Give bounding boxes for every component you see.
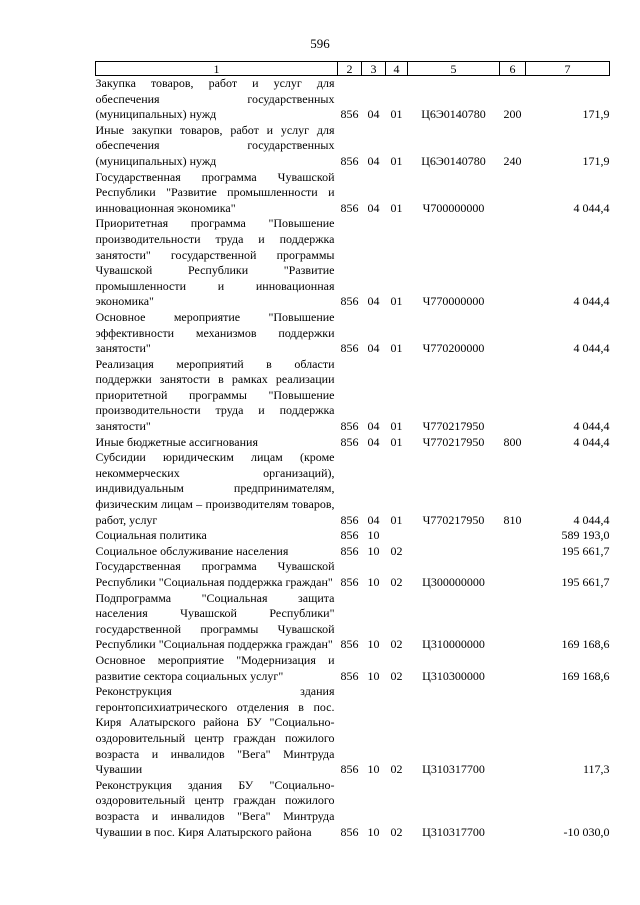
table-row (96, 310, 610, 357)
row-amount: 169 168,6 (561, 637, 610, 652)
row-section-code: 04 (367, 153, 380, 168)
col-header-target: 5 (408, 62, 500, 76)
table-row (96, 216, 610, 310)
row-name: Основное мероприятие "Повышение эффективности механизмов поддержки занятости" (95, 309, 335, 356)
row-subsection-code: 01 (390, 294, 403, 309)
row-amount: 4 044,4 (573, 434, 610, 449)
row-expense-type-code (500, 528, 526, 544)
row-ministry-code: 856 (340, 528, 359, 543)
row-ministry-code: 856 (340, 762, 359, 777)
row-target-code: Ц310000000 (422, 637, 485, 652)
col-header-amount: 7 (526, 62, 610, 76)
table-row (96, 778, 610, 840)
row-target-code: Ц300000000 (422, 575, 485, 589)
row-ministry-code: 856 (340, 824, 359, 839)
row-expense-type-code: 810 (503, 512, 522, 527)
row-section-code: 04 (367, 107, 380, 122)
table-row (96, 684, 610, 778)
row-ministry-code: 856 (340, 543, 359, 558)
row-name: Социальное обслуживание населения (95, 543, 289, 558)
row-name: Социальная политика (95, 528, 207, 543)
row-section-code: 04 (367, 419, 380, 434)
row-amount: 4 044,4 (573, 200, 610, 215)
row-name: Реализация мероприятий в области поддержки занятости в рамках реализации приоритетной программы "Повышение производительности труда и поддержка занятости" (95, 356, 335, 434)
row-target-code: Ц310317700 (422, 824, 485, 839)
table-row (96, 357, 610, 435)
row-expense-type-code (500, 684, 526, 778)
header-row (96, 62, 610, 76)
row-subsection-code: 02 (390, 543, 403, 558)
table-row (96, 170, 610, 217)
row-amount: 195 661,7 (561, 575, 610, 589)
row-amount: 195 661,7 (561, 543, 610, 558)
row-ministry-code: 856 (340, 294, 359, 309)
row-subsection-code: 01 (390, 153, 403, 168)
row-ministry-code: 856 (340, 107, 359, 122)
row-section-code: 04 (367, 512, 380, 527)
row-expense-type-code (500, 357, 526, 435)
row-amount: 171,9 (582, 107, 610, 122)
row-section-code: 04 (367, 434, 380, 449)
row-expense-type-code (500, 559, 526, 590)
row-ministry-code: 856 (340, 575, 359, 589)
row-amount: -10 030,0 (563, 824, 610, 839)
row-subsection-code: 02 (390, 668, 403, 683)
row-name: Основное мероприятие "Модернизация и развитие сектора социальных услуг" (95, 652, 335, 683)
row-amount: 4 044,4 (573, 512, 610, 527)
row-target-code: Ц310317700 (422, 762, 485, 777)
row-subsection-code: 02 (390, 762, 403, 777)
row-ministry-code: 856 (340, 419, 359, 434)
row-target-code: Ч700000000 (422, 200, 485, 215)
row-expense-type-code (500, 591, 526, 653)
row-target-code: Ч770200000 (422, 341, 485, 356)
row-amount: 4 044,4 (573, 341, 610, 356)
row-section-code: 04 (367, 200, 380, 215)
row-ministry-code: 856 (340, 434, 359, 449)
row-section-code: 10 (367, 575, 380, 589)
row-target-code: Ч770000000 (422, 294, 485, 309)
row-name: Закупка товаров, работ и услуг для обеспечения государственных (муниципальных) нужд (95, 76, 335, 122)
row-amount: 589 193,0 (561, 528, 610, 543)
row-target-code: Ц310300000 (422, 668, 485, 683)
row-ministry-code: 856 (340, 668, 359, 683)
row-section-code: 10 (367, 668, 380, 683)
row-subsection-code: 02 (390, 824, 403, 839)
row-section-code: 10 (367, 637, 380, 652)
table-row (96, 544, 610, 560)
row-target-code: Ч770217950 (422, 419, 485, 434)
row-section-code: 04 (367, 294, 380, 309)
row-expense-type-code: 240 (503, 153, 522, 168)
table-row (96, 450, 610, 528)
row-section-code: 10 (367, 543, 380, 558)
row-subsection-code: 02 (390, 575, 403, 589)
row-section-code: 10 (367, 528, 380, 543)
row-subsection-code: 01 (390, 107, 403, 122)
page-number: 596 (310, 36, 330, 51)
row-target-code (408, 528, 500, 544)
row-name: Государственная программа Чувашской Республики "Развитие промышленности и инновационная экономика" (95, 169, 335, 215)
row-expense-type-code (500, 170, 526, 217)
row-amount: 117,3 (582, 762, 610, 777)
budget-table (95, 61, 610, 840)
row-ministry-code: 856 (340, 153, 359, 168)
row-name: Приоритетная программа "Повышение производительности труда и поддержка занятости" государственной программы Чувашской Республики "Развитие промышленности и инновационная экономика" (95, 216, 335, 309)
row-section-code: 10 (367, 762, 380, 777)
row-expense-type-code (500, 653, 526, 684)
row-ministry-code: 856 (340, 200, 359, 215)
col-header-section: 3 (362, 62, 386, 76)
row-subsection-code: 01 (390, 419, 403, 434)
row-amount: 4 044,4 (573, 419, 610, 434)
row-amount: 4 044,4 (573, 294, 610, 309)
row-expense-type-code (500, 310, 526, 357)
row-ministry-code: 856 (340, 341, 359, 356)
row-subsection-code (386, 528, 408, 544)
col-header-expense-type: 6 (500, 62, 526, 76)
row-subsection-code: 02 (390, 637, 403, 652)
col-header-name: 1 (96, 62, 338, 76)
row-section-code: 10 (367, 824, 380, 839)
row-name: Иные бюджетные ассигнования (95, 434, 258, 449)
row-expense-type-code: 200 (503, 107, 522, 122)
col-header-ministry: 2 (338, 62, 362, 76)
row-name: Реконструкция здания геронтопсихиатрического отделения в пос. Киря Алатырского района БУ "Социально-оздоровительный центр граждан пожилого возраста и инвалидов "Вега" Минтруда Чувашии (95, 684, 335, 777)
row-expense-type-code (500, 216, 526, 310)
row-amount: 171,9 (582, 153, 610, 168)
row-name: Государственная программа Чувашской Республики "Социальная поддержка граждан" (95, 559, 335, 589)
row-name: Реконструкция здания БУ "Социально-оздоровительный центр граждан пожилого возраста и инвалидов "Вега" Минтруда Чувашии в пос. Киря Алатырского района (95, 777, 335, 839)
row-ministry-code: 856 (340, 637, 359, 652)
table-row (96, 559, 610, 590)
row-name: Иные закупки товаров, работ и услуг для обеспечения государственных (муниципальных) нужд (95, 122, 335, 168)
row-subsection-code: 01 (390, 341, 403, 356)
row-expense-type-code (500, 778, 526, 840)
row-subsection-code: 01 (390, 434, 403, 449)
table-row (96, 653, 610, 684)
row-amount: 169 168,6 (561, 668, 610, 683)
row-ministry-code: 856 (340, 512, 359, 527)
table-row (96, 123, 610, 170)
row-subsection-code: 01 (390, 512, 403, 527)
row-expense-type-code: 800 (503, 434, 522, 449)
table-row (96, 528, 610, 544)
row-expense-type-code (500, 544, 526, 560)
row-target-code (408, 544, 500, 560)
row-section-code: 04 (367, 341, 380, 356)
row-target-code: Ч770217950 (422, 512, 485, 527)
row-name: Субсидии юридическим лицам (кроме некоммерческих организаций), индивидуальным предпринимателям, физическим лицам – производителям товаров, работ, услуг (95, 450, 335, 527)
row-target-code: Ц6Э0140780 (421, 153, 486, 168)
table-row (96, 435, 610, 451)
col-header-subsection: 4 (386, 62, 408, 76)
row-target-code: Ч770217950 (422, 434, 485, 449)
row-name: Подпрограмма "Социальная защита населения Чувашской Республики" государственной программы Чувашской Республики "Социальная поддержка граждан" (95, 590, 335, 652)
row-subsection-code: 01 (390, 200, 403, 215)
table-row (96, 591, 610, 653)
table-row (96, 76, 610, 123)
row-target-code: Ц6Э0140780 (421, 107, 486, 122)
